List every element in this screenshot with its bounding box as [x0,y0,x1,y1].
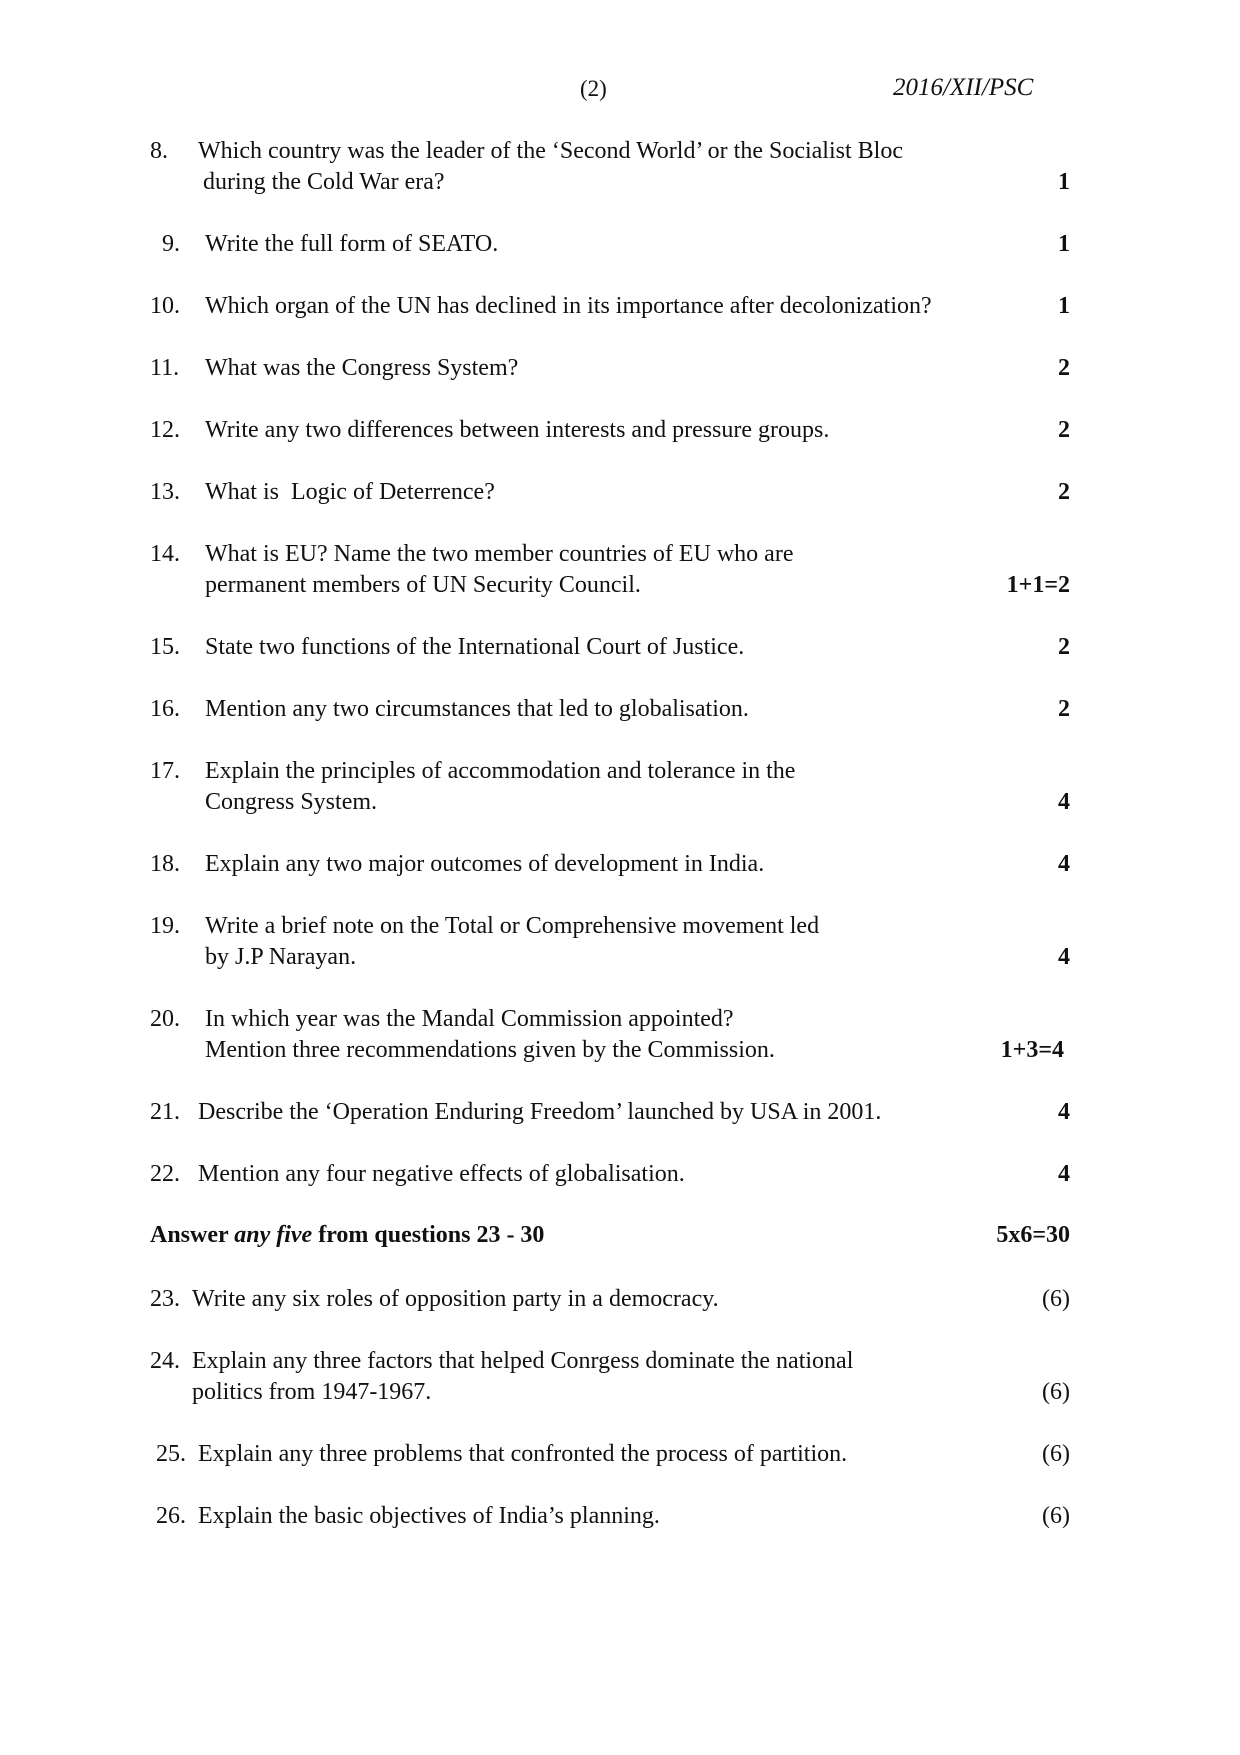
question-line: In which year was the Mandal Commission appointed? [205,1006,734,1032]
section-marks: 5x6=30 [996,1222,1070,1248]
question-number: 18. [150,851,180,877]
question-19 [150,911,1070,973]
question-line: Congress System. [205,789,378,815]
question-line: Write a brief note on the Total or Comprehensive movement led [205,913,820,939]
question-number: 19. [150,913,180,939]
question-marks: (6) [1042,1379,1070,1405]
question-number: 17. [150,758,180,784]
question-number: 15. [150,634,180,660]
question-text: Describe the ‘Operation Enduring Freedom’ launched by USA in 2001. [198,1099,882,1125]
question-marks: 1 [1058,231,1070,257]
question-marks: 2 [1058,355,1070,381]
question-text [198,136,1018,198]
question-number: 12. [150,417,180,443]
question-10 [150,291,1070,322]
section-prefix: Answer [150,1222,235,1248]
question-line: Mention three recommendations given by the Commission. [205,1037,775,1063]
question-line: Which country was the leader of the ‘Second World’ or the Socialist Bloc [198,138,903,164]
section-emphasis: any five [234,1222,313,1248]
question-text [192,1346,972,1408]
question-number: 11. [150,355,180,381]
question-21 [150,1097,1070,1128]
question-text: Write any two differences between interests and pressure groups. [205,417,830,443]
section-suffix: from questions 23 - 30 [312,1222,545,1248]
question-marks: 1+3=4 [1000,1037,1064,1063]
question-marks: 4 [1058,789,1070,815]
question-20 [150,1004,1070,1066]
paper-code: 2016/XII/PSC [893,74,1034,101]
question-number: 9. [162,231,180,257]
question-text: Explain any three problems that confronted the process of partition. [198,1441,848,1467]
question-18 [150,849,1070,880]
question-number: 16. [150,696,180,722]
question-marks: (6) [1042,1503,1070,1529]
question-number: 14. [150,541,180,567]
question-marks: 2 [1058,479,1070,505]
question-line: What is EU? Name the two member countries of EU who are [205,541,794,567]
question-17 [150,756,1070,818]
question-22 [150,1159,1070,1190]
question-text: Explain any two major outcomes of development in India. [205,851,765,877]
question-line: Explain the principles of accommodation and tolerance in the [205,758,796,784]
question-text: Write the full form of SEATO. [205,231,499,257]
question-marks: (6) [1042,1286,1070,1312]
question-12 [150,415,1070,446]
question-number: 10. [150,293,180,319]
question-15 [150,632,1070,663]
question-marks: 2 [1058,634,1070,660]
question-marks: 2 [1058,417,1070,443]
question-marks: 4 [1058,944,1070,970]
page-number: (2) [580,76,607,101]
question-text [205,1004,985,1066]
question-24 [150,1346,1070,1408]
question-marks: 4 [1058,1161,1070,1187]
question-23 [150,1284,1070,1315]
section-heading [150,1222,1070,1253]
question-13 [150,477,1070,508]
question-text: What was the Congress System? [205,355,519,381]
question-text: What is Logic of Deterrence? [205,479,495,505]
question-16 [150,694,1070,725]
question-text: Mention any two circumstances that led to globalisation. [205,696,749,722]
question-text: Explain the basic objectives of India’s planning. [198,1503,660,1529]
question-marks: (6) [1042,1441,1070,1467]
question-marks: 4 [1058,1099,1070,1125]
question-text [205,756,985,818]
question-marks: 4 [1058,851,1070,877]
question-text: State two functions of the International Court of Justice. [205,634,745,660]
question-14 [150,539,1070,601]
question-9 [150,229,1070,260]
question-line: by J.P Narayan. [205,944,357,970]
question-line: politics from 1947-1967. [192,1379,432,1405]
question-marks: 1+1=2 [1006,572,1070,598]
question-text [205,911,985,973]
question-line: permanent members of UN Security Council. [205,572,641,598]
question-text: Which organ of the UN has declined in its importance after decolonization? [205,293,932,319]
question-marks: 1 [1058,169,1070,195]
question-line: during the Cold War era? [203,169,445,195]
question-number: 26. [156,1503,186,1529]
question-text [205,539,985,601]
question-number: 25. [156,1441,186,1467]
question-marks: 2 [1058,696,1070,722]
question-number: 23. [150,1286,180,1312]
question-line: Explain any three factors that helped Conrgess dominate the national [192,1348,854,1374]
question-number: 24. [150,1348,180,1374]
question-text: Write any six roles of opposition party in a democracy. [192,1286,719,1312]
question-number: 13. [150,479,180,505]
question-marks: 1 [1058,293,1070,319]
question-number: 21. [150,1099,180,1125]
question-8 [150,136,1070,198]
question-25 [150,1439,1070,1470]
question-11 [150,353,1070,384]
question-text: Mention any four negative effects of globalisation. [198,1161,685,1187]
question-26 [150,1501,1070,1532]
question-number: 20. [150,1006,180,1032]
question-number: 8. [150,138,168,164]
question-number: 22. [150,1161,180,1187]
